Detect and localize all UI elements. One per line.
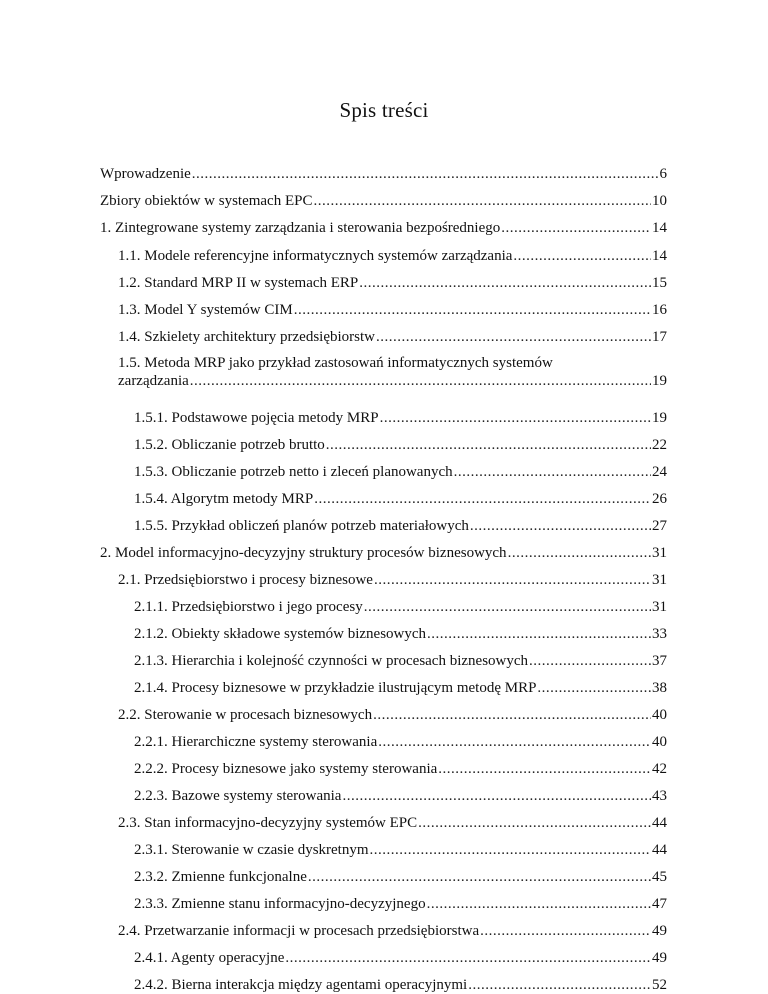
toc-entry-page: 40 (652, 707, 667, 723)
toc-entry-page: 31 (652, 572, 667, 588)
toc-entry-title-line2: zarządzania (118, 373, 189, 389)
toc-entry[interactable] (134, 517, 667, 535)
toc-entry-title: 1.5.5. Przykład obliczeń planów potrzeb materiałowych (134, 518, 469, 534)
toc-entry[interactable] (100, 165, 667, 183)
dot-leader (313, 192, 651, 210)
toc-entry-title: 1.2. Standard MRP II w systemach ERP (118, 275, 359, 291)
dot-leader (190, 372, 651, 390)
dot-leader (370, 841, 651, 859)
toc-entry-page: 22 (652, 437, 667, 453)
toc-entry-page: 44 (652, 815, 667, 831)
toc-entry-page: 40 (652, 734, 667, 750)
dot-leader (454, 463, 651, 481)
toc-entry-title: 2.3. Stan informacyjno-decyzyjny systemów EPC (118, 815, 418, 831)
toc-entry-page: 10 (652, 193, 667, 209)
dot-leader (501, 219, 651, 237)
dot-leader (508, 544, 651, 562)
dot-leader (470, 517, 651, 535)
toc-entry[interactable] (118, 814, 667, 832)
dot-leader (308, 868, 651, 886)
dot-leader (380, 409, 651, 427)
dot-leader (438, 760, 651, 778)
toc-entry[interactable] (118, 706, 667, 724)
dot-leader (376, 328, 651, 346)
toc-entry[interactable] (134, 490, 667, 508)
toc-entry-title: 2. Model informacyjno-decyzyjny struktury procesów biznesowych (100, 545, 507, 561)
toc-entry[interactable] (118, 571, 667, 589)
dot-leader (364, 598, 651, 616)
toc-entry-title: Zbiory obiektów w systemach EPC (100, 193, 313, 209)
toc-entry-wrapped[interactable] (118, 354, 667, 390)
dot-leader (294, 301, 651, 319)
toc-entry-title: 2.2. Sterowanie w procesach biznesowych (118, 707, 373, 723)
toc-entry[interactable] (134, 733, 667, 751)
toc-entry-title: 2.3.2. Zmienne funkcjonalne (134, 869, 307, 885)
toc-entry-page: 15 (652, 275, 667, 291)
toc-entry-page: 6 (659, 166, 667, 182)
toc-entry-title: 2.4.2. Bierna interakcja między agentami operacyjnymi (134, 977, 468, 993)
toc-entry-page: 37 (652, 653, 667, 669)
toc-entry[interactable] (134, 463, 667, 481)
toc-entry-title: 1.4. Szkielety architektury przedsiębiorstw (118, 329, 376, 345)
toc-entry[interactable] (134, 868, 667, 886)
toc-entry[interactable] (134, 760, 667, 778)
dot-leader (342, 787, 651, 805)
toc-entry-title: 1.5.3. Obliczanie potrzeb netto i zleceń planowanych (134, 464, 453, 480)
toc-entry-page: 19 (652, 373, 667, 389)
dot-leader (480, 922, 651, 940)
dot-leader (326, 436, 651, 454)
toc-entry[interactable] (134, 652, 667, 670)
toc-entry-line2 (118, 372, 667, 390)
toc-entry-page: 24 (652, 464, 667, 480)
toc-entry-page: 26 (652, 491, 667, 507)
dot-leader (359, 274, 651, 292)
dot-leader (378, 733, 651, 751)
toc-entry[interactable] (118, 328, 667, 346)
toc-entry-page: 14 (652, 248, 667, 264)
toc-entry[interactable] (134, 976, 667, 994)
toc-entry-page: 47 (652, 896, 667, 912)
toc-entry[interactable] (134, 409, 667, 427)
toc-entry[interactable] (134, 787, 667, 805)
toc-entry-page: 19 (652, 410, 667, 426)
toc-entry-title: 2.1.1. Przedsiębiorstwo i jego procesy (134, 599, 363, 615)
page-title: Spis treści (339, 98, 429, 122)
toc-entry-title: 1.5.4. Algorytm metody MRP (134, 491, 314, 507)
toc-entry-page: 43 (652, 788, 667, 804)
toc-entry-page: 44 (652, 842, 667, 858)
toc-entry-title: 2.2.1. Hierarchiczne systemy sterowania (134, 734, 378, 750)
toc-entry[interactable] (134, 436, 667, 454)
toc-entry-page: 16 (652, 302, 667, 318)
toc-entry-title: 2.2.2. Procesy biznesowe jako systemy sterowania (134, 761, 438, 777)
toc-entry[interactable] (100, 544, 667, 562)
toc-entry[interactable] (134, 625, 667, 643)
toc-entry-page: 38 (652, 680, 667, 696)
toc-entry[interactable] (118, 274, 667, 292)
toc-entry-title: 1.3. Model Y systemów CIM (118, 302, 293, 318)
toc-entry-title: 2.3.3. Zmienne stanu informacyjno-decyzyjnego (134, 896, 426, 912)
toc-entry-title-line1: 1.5. Metoda MRP jako przykład zastosowań informatycznych systemów (118, 355, 553, 371)
toc-entry-title: 2.1. Przedsiębiorstwo i procesy biznesowe (118, 572, 373, 588)
dot-leader (427, 895, 651, 913)
toc-entry-title: 1. Zintegrowane systemy zarządzania i sterowania bezpośredniego (100, 220, 501, 236)
toc-entry-title: 1.1. Modele referencyjne informatycznych systemów zarządzania (118, 248, 513, 264)
toc-entry-title: 2.4.1. Agenty operacyjne (134, 950, 285, 966)
toc-entry-page: 45 (652, 869, 667, 885)
toc-entry-page: 33 (652, 626, 667, 642)
toc-entry[interactable] (134, 679, 667, 697)
dot-leader (285, 949, 651, 967)
toc-entry[interactable] (134, 841, 667, 859)
toc-entry[interactable] (134, 949, 667, 967)
dot-leader (314, 490, 651, 508)
dot-leader (374, 571, 651, 589)
dot-leader (468, 976, 651, 994)
toc-entry-page: 27 (652, 518, 667, 534)
toc-entry-page: 17 (652, 329, 667, 345)
dot-leader (418, 814, 651, 832)
toc-entry[interactable] (118, 922, 667, 940)
toc-entry[interactable] (134, 895, 667, 913)
toc-entry-title: 2.4. Przetwarzanie informacji w procesach przedsiębiorstwa (118, 923, 480, 939)
toc-entry-page: 31 (652, 545, 667, 561)
toc-entry[interactable] (134, 598, 667, 616)
toc-entry-page: 14 (652, 220, 667, 236)
toc-entry-title: 1.5.1. Podstawowe pojęcia metody MRP (134, 410, 379, 426)
dot-leader (529, 652, 651, 670)
toc-entry-page: 49 (652, 950, 667, 966)
toc-entry-title: 2.1.2. Obiekty składowe systemów biznesowych (134, 626, 427, 642)
dot-leader (537, 679, 651, 697)
toc-entry[interactable] (118, 301, 667, 319)
toc-entry-page: 31 (652, 599, 667, 615)
toc-entry-title: Wprowadzenie (100, 166, 191, 182)
dot-leader (513, 247, 651, 265)
toc-entry[interactable] (118, 247, 667, 265)
toc-entry-title: 2.3.1. Sterowanie w czasie dyskretnym (134, 842, 369, 858)
toc-entry-page: 52 (652, 977, 667, 993)
dot-leader (427, 625, 651, 643)
toc-entry-page: 42 (652, 761, 667, 777)
toc-entry-title: 2.1.4. Procesy biznesowe w przykładzie ilustrującym metodę MRP (134, 680, 537, 696)
dot-leader (373, 706, 651, 724)
toc-entry-title: 2.2.3. Bazowe systemy sterowania (134, 788, 342, 804)
toc-entry-title: 1.5.2. Obliczanie potrzeb brutto (134, 437, 325, 453)
toc-entry[interactable] (100, 192, 667, 210)
dot-leader (192, 165, 659, 183)
toc-entry-page: 49 (652, 923, 667, 939)
toc-entry[interactable] (100, 219, 667, 237)
toc-entry-title: 2.1.3. Hierarchia i kolejność czynności w procesach biznesowych (134, 653, 529, 669)
